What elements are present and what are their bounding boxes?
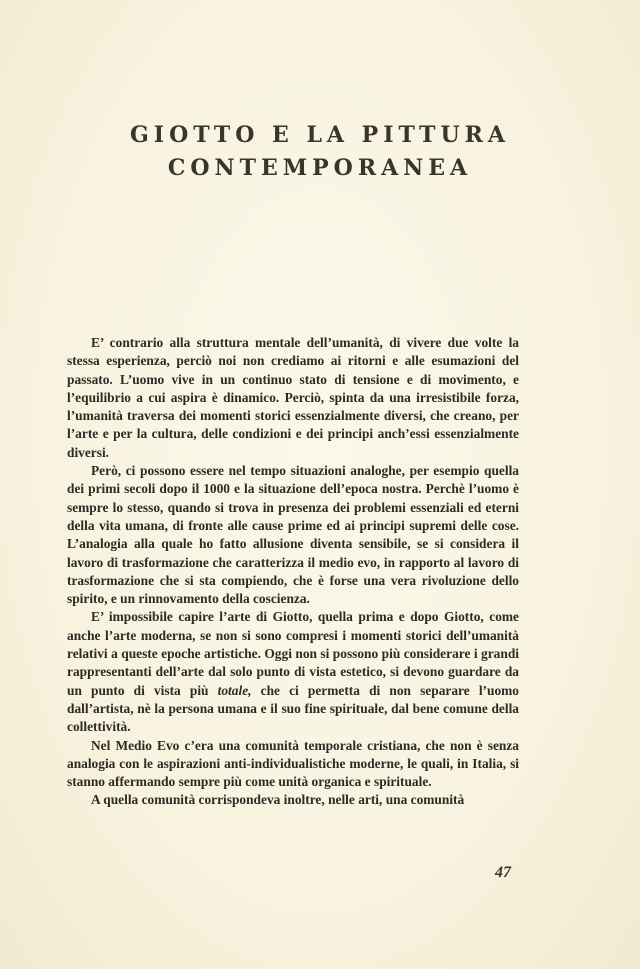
chapter-title-line-1: GIOTTO E LA PITTURA — [130, 122, 510, 148]
page-number: 47 — [495, 864, 511, 881]
paragraph — [67, 608, 519, 736]
chapter-title-line-2: CONTEMPORANEA — [167, 155, 473, 181]
paragraph — [67, 334, 519, 462]
paragraph — [67, 737, 519, 792]
paragraph-text: E’ contrario alla struttura mentale dell’umanità, di vivere due volte la stessa esperienza, perciò noi non crediamo ai ritorni e alle esumazioni del passato. L’uomo vive in un continuo stato di tensione e di movimento, e l’equilibrio a cui aspira è dinamico. Perciò, spinta da una irresistibile forza, l’umanità traversa dei momenti storici essenzialmente diversi, che creano, per l’arte e per la cultura, delle condizioni e dei principi anch’essi essenzialmente diversi. — [67, 335, 519, 460]
paragraph — [67, 791, 519, 809]
paragraph-text: Però, ci possono essere nel tempo situazioni analoghe, per esempio quella dei primi secoli dopo il 1000 e la situazione dell’epoca nostra. Perchè l’uomo è sempre lo stesso, quando si trova in presenza dei problemi essenziali ed eterni della vita umana, di fronte alle cause prime ed ai principi supremi delle cose. L’analogia alla quale ho fatto allusione diventa sensibile, se si considera il lavoro di trasformazione che caratterizza il medio evo, in rapporto al lavoro di trasformazione che si sta compiendo, che è forse una vera rivoluzione dello spirito, e un rinnovamento della coscienza. — [67, 463, 519, 607]
italic-word: totale, — [217, 682, 252, 698]
paragraph — [67, 462, 519, 608]
paragraph-text: Nel Medio Evo c’era una comunità temporale cristiana, che non è senza analogia con le aspirazioni anti-individualistiche moderne, le quali, in Italia, si stanno affermando sempre più come unità organica e spirituale. — [67, 737, 519, 790]
paragraph-text: che ci permetta di non separare l’uomo dall’artista, nè la persona umana e il suo fine spirituale, dal bene comune della collettività. — [67, 682, 519, 735]
paragraph-text: E’ impossibile capire l’arte di Giotto, quella prima e dopo Giotto, come anche l’arte moderna, se non si sono compresi i momenti storici dell’umanità relativi a queste epoche artistiche. Oggi non si possono più considerare i grandi rappresentanti dell’arte dal solo punto di vista estetico, si devono guardare da un punto di vista più — [67, 609, 519, 698]
body-text — [67, 334, 519, 810]
paragraph-text: A quella comunità corrispondeva inoltre, nelle arti, una comunità — [91, 792, 465, 808]
